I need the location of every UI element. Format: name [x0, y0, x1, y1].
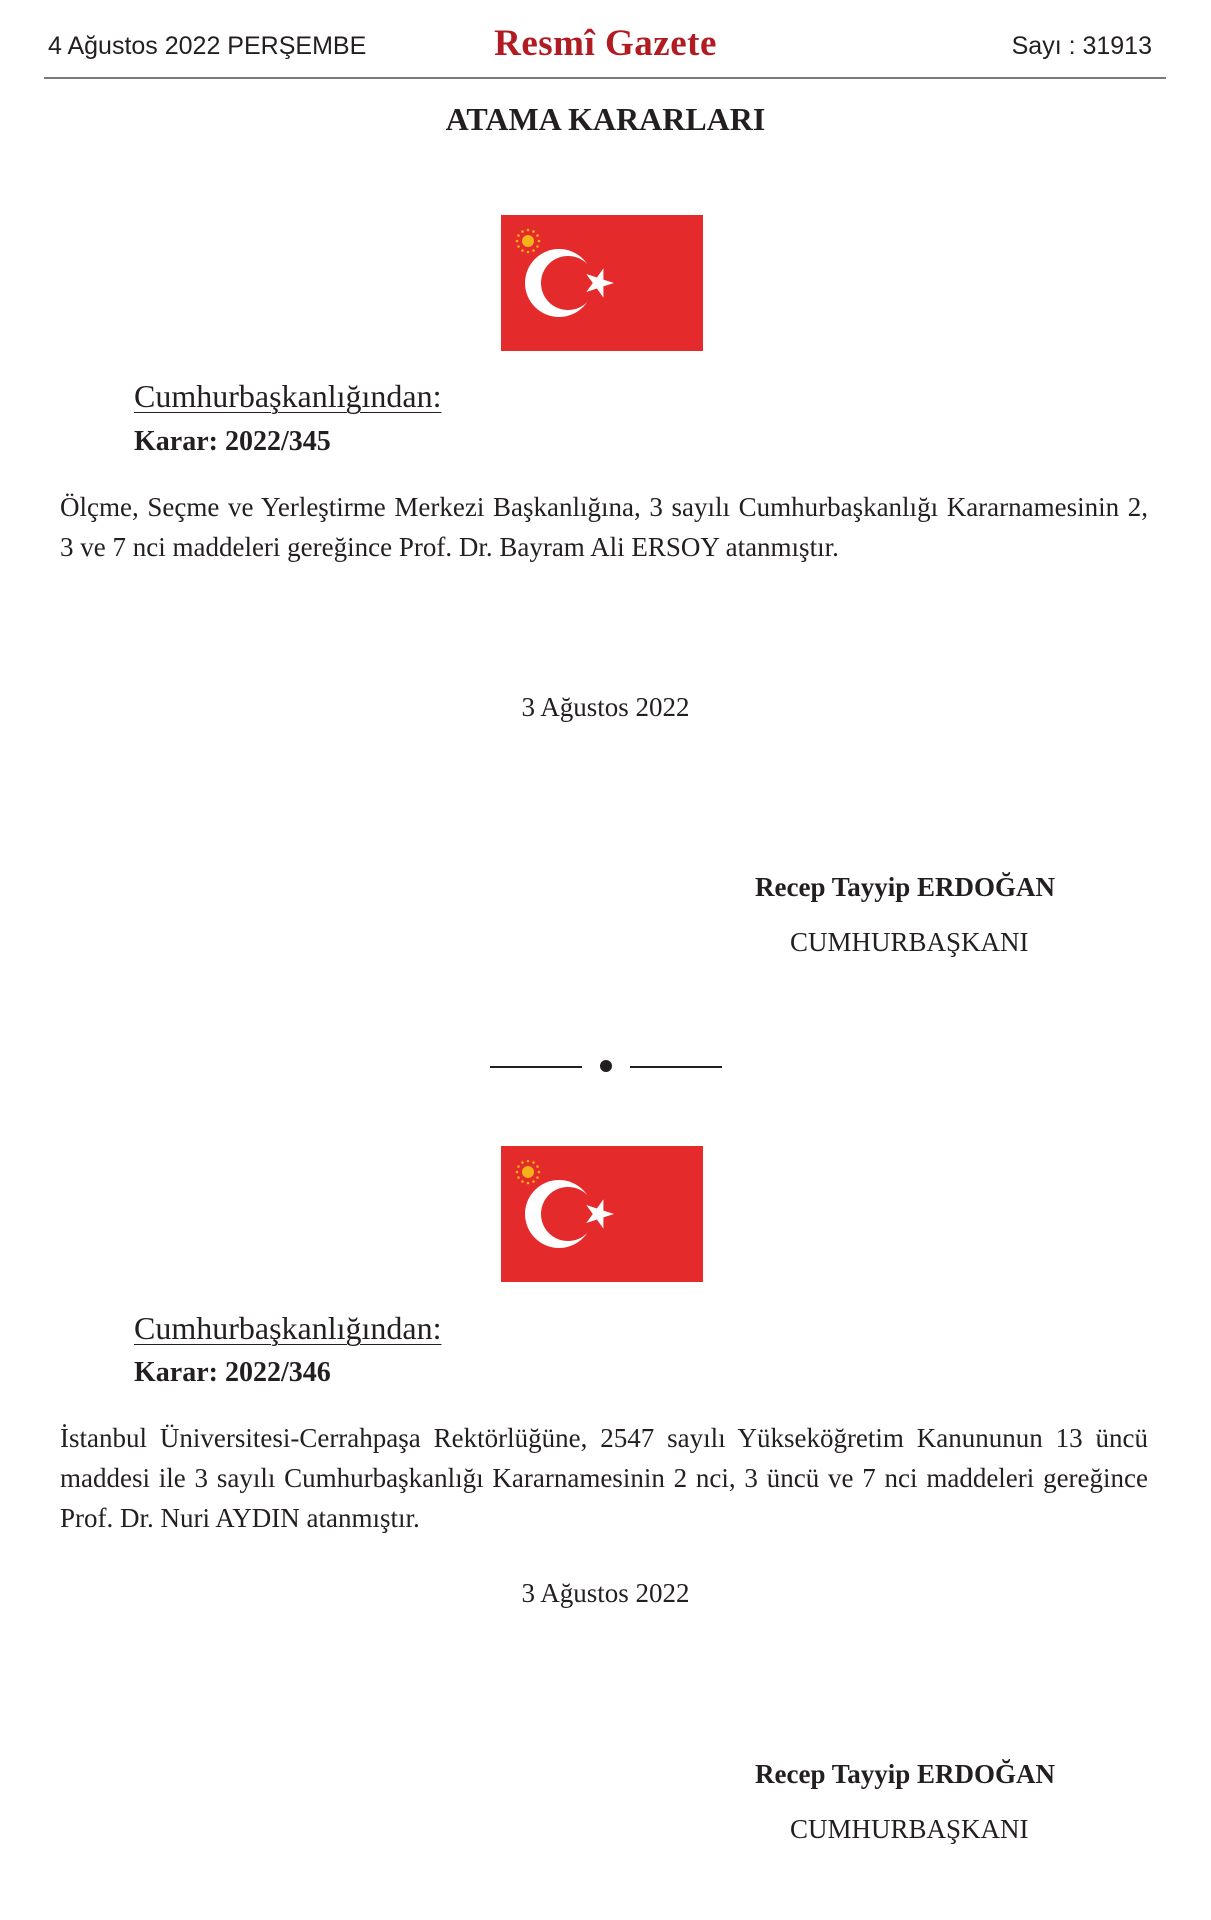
signer-title: CUMHURBAŞKANI: [790, 1814, 1029, 1844]
decision-number: Karar: 2022/346: [134, 1357, 331, 1388]
separator-dot-icon: [600, 1060, 612, 1072]
issuer-label: Cumhurbaşkanlığından:: [134, 1310, 442, 1346]
signer-name: Recep Tayyip ERDOĞAN: [755, 1759, 1056, 1789]
header-divider: [44, 77, 1166, 79]
turkish-flag-emblem-icon: [501, 1146, 703, 1282]
issuer-label: Cumhurbaşkanlığından:: [134, 378, 442, 414]
signer-name: Recep Tayyip ERDOĞAN: [755, 872, 1056, 902]
section-title: ATAMA KARARLARI: [445, 101, 766, 137]
decision-text: İstanbul Üniversitesi-Cerrahpaşa Rektörlüğüne, 2547 sayılı Yükseköğretim Kanununun 13 üncü maddesi ile 3 sayılı Cumhurbaşkanlığı Kararnamesinin 2 nci, 3 üncü ve 7 nci maddeleri gereğince Prof. Dr. Nuri AYDIN atanmıştır.: [60, 1423, 1148, 1533]
header-date: 4 Ağustos 2022 PERŞEMBE: [48, 32, 367, 60]
decision-date: 3 Ağustos 2022: [521, 1578, 690, 1608]
decision-number: Karar: 2022/345: [134, 426, 331, 457]
signer-title: CUMHURBAŞKANI: [790, 927, 1029, 957]
issue-number: Sayı : 31913: [1011, 32, 1152, 60]
decision-separator: [490, 1055, 722, 1067]
decision-text: Ölçme, Seçme ve Yerleştirme Merkezi Başkanlığına, 3 sayılı Cumhurbaşkanlığı Kararnamesinin 2, 3 ve 7 nci maddeleri gereğince Prof. Dr. Bayram Ali ERSOY atanmıştır.: [60, 492, 1148, 562]
turkish-flag-emblem-icon: [501, 215, 703, 351]
decision-date: 3 Ağustos 2022: [521, 692, 690, 722]
gazette-title: Resmî Gazete: [494, 23, 717, 64]
